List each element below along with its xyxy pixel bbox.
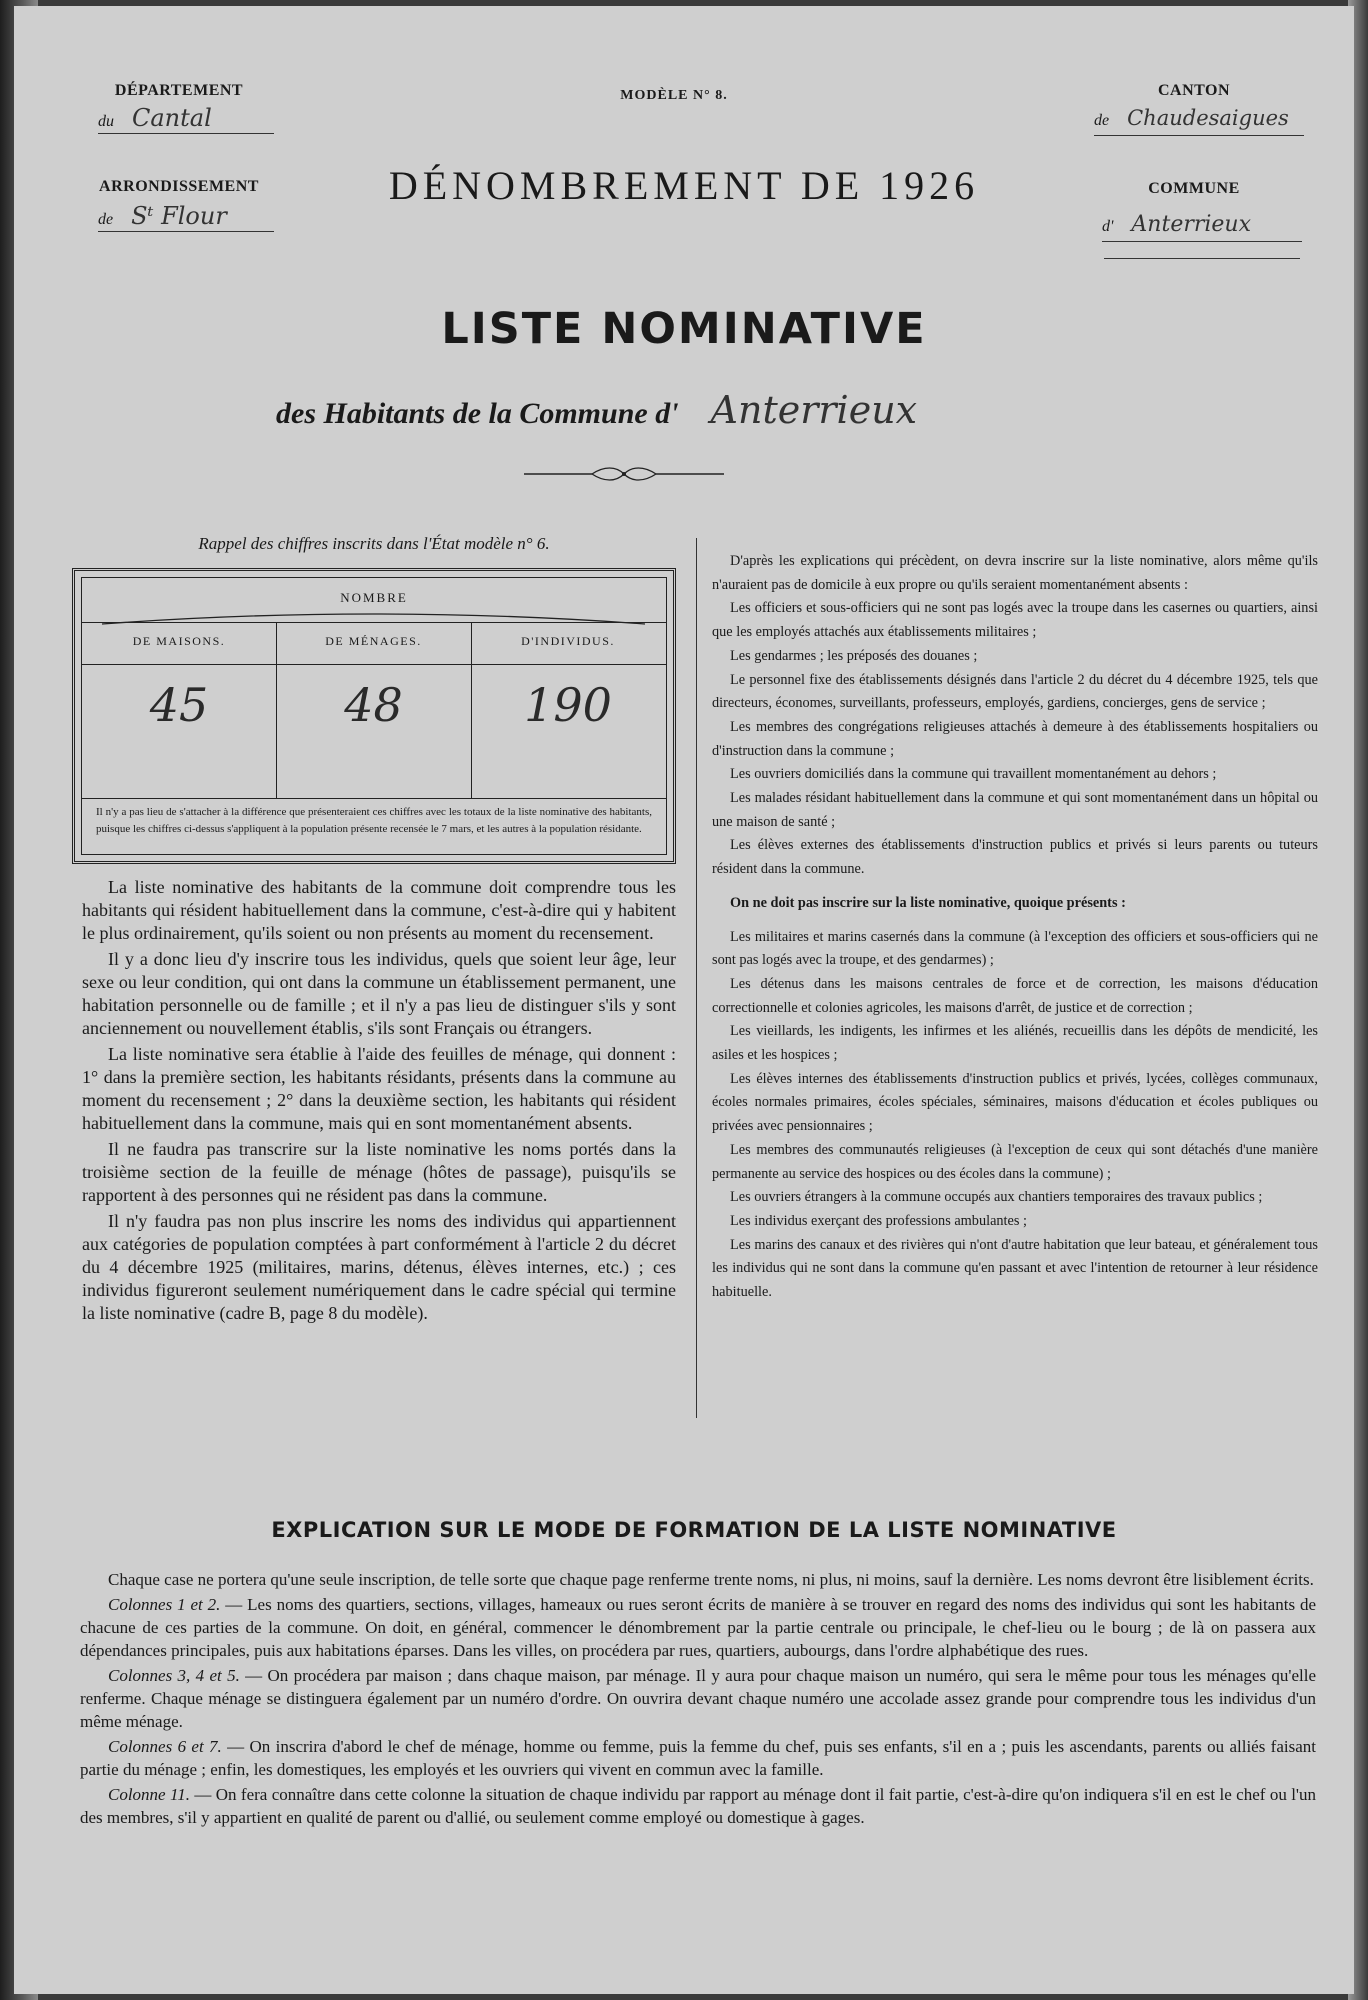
subtitle-line (276, 388, 1136, 438)
value-individus: 190 (524, 678, 612, 732)
right-inscrire-item: Les membres des congrégations religieuses attachés à demeure à des établissements hospitaliers ou d'instruction dans la commune ; (712, 718, 1318, 759)
right-inscrire-item: Les ouvriers domiciliés dans la commune qui travaillent momentanément au dehors ; (730, 766, 1217, 783)
liste-nominative-title: LISTE NOMINATIVE (441, 304, 927, 354)
right-exclure-item: Les vieillards, les indigents, les infirmes et les aliénés, recueillis dans les dépôts de mendicité, les asiles et les hospices ; (712, 1023, 1318, 1064)
right-exclure-item: Les militaires et marins casernés dans la commune (à l'exception des officiers et sous-officiers qui ne sont pas logés avec la troupe, et des gendarmes) ; (712, 928, 1318, 969)
col-head-maisons: DE MAISONS. (132, 634, 226, 648)
right-inscrire-item: Les officiers et sous-officiers qui ne sont pas logés avec la troupe dans les casernes ou quartiers, ainsi que les employés attachés aux établissements militaires ; (712, 600, 1318, 641)
column-divider (696, 538, 697, 1418)
right-exclure-item: Les marins des canaux et des rivières qui n'ont d'autre habitation que leur bateau, et généralement tous les individus qui ne sont dans la commune qu'en passant et avec l'intention de retourner à leur résidence habituelle. (712, 1236, 1318, 1301)
subtitle-text: des Habitants de la Commune d' (276, 397, 679, 430)
left-paragraph: La liste nominative des habitants de la commune doit comprendre tous les habitants qui résident habituellement dans la commune, c'est-à-dire qui y habitent le plus ordinairement, qu'ils soient ou non présents au moment du recensement. (82, 877, 676, 943)
commune-prefix: d' (1102, 218, 1114, 235)
col-head-individus: D'INDIVIDUS. (521, 634, 615, 648)
nombre-note: Il n'y a pas lieu de s'attacher à la différence que présenteraient ces chiffres avec les totaux de la liste nominative des habitants, puisque les chiffres ci-dessus s'appliquent à la population présente recensée le 7 mars, et les autres à la population résidante. (96, 806, 652, 835)
right-exclure-item: Les élèves internes des établissements d'instruction publics et privés, lycées, collèges communaux, écoles normales primaires, écoles spéciales, séminaires, maisons d'éducation et écoles publiques ou privées avec pensionnaires ; (712, 1070, 1318, 1135)
explication-item-text: — Les noms des quartiers, sections, villages, hameaux ou rues seront écrits de manière à se trouver en regard des noms des individus qui sont les habitants de chacune de ces parties de la commune. On doit, en général, commencer le dénombrement par la partie centrale ou principale, le chef-lieu ou le bourg ; de là on passera aux dépendances principales, puis aux habitations éparses. Dans les villes, on procédera par rues, quartiers, aubourgs, dans l'ordre alphabétique des rues. (80, 1595, 1316, 1660)
nombre-box-inner (81, 577, 667, 855)
canton-value: Chaudesaigues (1127, 106, 1289, 130)
explication-item-label: Colonne 11. (108, 1785, 190, 1804)
departement-underline (98, 133, 274, 134)
right-inscrire-item: Les élèves externes des établissements d'instruction publics et privés si leurs parents ou tuteurs résident dans la commune. (712, 837, 1318, 878)
arrondissement-prefix: de (98, 211, 114, 228)
commune-value: Anterrieux (1131, 212, 1252, 237)
nombre-heading-curve (82, 606, 665, 626)
arrondissement-field (98, 202, 264, 234)
departement-label: DÉPARTEMENT (114, 82, 244, 99)
nombre-rule-mid (82, 664, 666, 665)
explication-item (80, 1593, 1316, 1662)
right-inscrire-item: Les gendarmes ; les préposés des douanes ; (730, 647, 978, 664)
arrondissement-label: ARRONDISSEMENT (99, 178, 259, 195)
value-maisons: 45 (149, 678, 209, 732)
nombre-rule-top (82, 622, 666, 623)
commune-underline (1102, 241, 1302, 242)
commune-rule (1104, 258, 1300, 259)
subtitle-commune-value: Anterrieux (710, 388, 918, 432)
explication-item-label: Colonnes 1 et 2. (108, 1595, 221, 1614)
rappel-caption: Rappel des chiffres inscrits dans l'État modèle n° 6. (198, 534, 550, 553)
right-ne-doit-heading: On ne doit pas inscrire sur la liste nominative, quoique présents : (730, 894, 1126, 911)
left-paragraph: Il ne faudra pas transcrire sur la liste nominative les noms portés dans la troisième section de la feuille de ménage (hôtes de passage), puisqu'ils se rapportent à des personnes qui ne résident pas dans la commune. (82, 1139, 676, 1205)
nombre-heading: NOMBRE (340, 590, 408, 605)
census-page (14, 6, 1354, 1994)
explication-item (80, 1735, 1316, 1781)
departement-value: Cantal (132, 104, 212, 132)
right-exclure-item: Les individus exerçant des professions ambulantes ; (730, 1212, 1027, 1229)
right-instructions (712, 550, 1318, 1305)
commune-field (1102, 212, 1302, 244)
explication-title: EXPLICATION SUR LE MODE DE FORMATION DE LA LISTE NOMINATIVE (271, 1518, 1117, 1542)
departement-prefix: du (98, 113, 114, 130)
page-title: DÉNOMBREMENT DE 1926 (388, 163, 980, 208)
left-paragraph: Il y a donc lieu d'y inscrire tous les individus, quels que soient leur âge, leur sexe ou leur condition, qui ont dans la commune un établissement permanent, une habitation personnelle ou de famille ; et il n'y a pas lieu de distinguer s'ils y sont anciennement ou nouvellement établis, s'ils sont Français ou étrangers. (82, 949, 676, 1038)
explication-item-label: Colonnes 3, 4 et 5. (108, 1666, 240, 1685)
modele-number: MODÈLE N° 8. (620, 88, 728, 103)
nombre-rule-bottom (82, 798, 666, 799)
right-exclure-item: Les membres des communautés religieuses (à l'exception de ceux qui sont détachés d'une manière permanente au service des hospices ou des écoles dans la commune) ; (712, 1141, 1318, 1182)
right-exclure-item: Les ouvriers étrangers à la commune occupés aux chantiers temporaires des travaux publics ; (730, 1189, 1263, 1206)
col-head-menages: DE MÉNAGES. (325, 634, 422, 648)
left-paragraph: Il n'y faudra pas non plus inscrire les noms des individus qui appartiennent aux catégories de population comptées à part conformément à l'article 2 du décret du 4 décembre 1925 (militaires, marins, détenus, élèves internes, etc.) ; ces individus figureront seulement numériquement dans le cadre spécial qui termine la liste nominative (cadre B, page 8 du modèle). (82, 1211, 676, 1323)
explication-body (80, 1568, 1316, 1831)
explication-item-label: Colonnes 6 et 7. (108, 1737, 222, 1756)
right-intro: D'après les explications qui précèdent, on devra inscrire sur la liste nominative, alors même qu'ils n'auraient pas de domicile à eux propre ou qu'ils seraient momentanément absents : (712, 553, 1318, 593)
explication-intro: Chaque case ne portera qu'une seule inscription, de telle sorte que chaque page renferme trente noms, ni plus, ni moins, sauf la dernière. Les noms devront être lisiblement écrits. (108, 1570, 1314, 1589)
explication-item (80, 1664, 1316, 1733)
canton-label: CANTON (1157, 82, 1231, 99)
right-exclure-item: Les détenus dans les maisons centrales de force et de correction, les maisons d'éducation correctionnelle et colonies agricoles, les maisons d'arrêt, de justice et de correction ; (712, 975, 1318, 1016)
canton-field (1094, 106, 1304, 138)
nombre-box (72, 568, 676, 864)
arrondissement-underline (98, 231, 274, 232)
ornament-divider (524, 462, 724, 486)
right-inscrire-item: Le personnel fixe des établissements désignés dans l'article 2 du décret du 4 décembre 1925, tels que directeurs, économes, surveillants, professeurs, employés, gardiens, concierges, gens de service ; (712, 671, 1318, 712)
left-instructions (82, 876, 676, 1328)
explication-item-text: — On procédera par maison ; dans chaque maison, par ménage. Il y aura pour chaque maison un numéro, qui sera le même pour tous les ménages qu'elle renferme. Chaque ménage se distinguera également par un numéro d'ordre. On ouvrira devant chaque numéro une accolade assez grande pour comprendre tous les individus d'un même ménage. (80, 1666, 1316, 1731)
explication-item (80, 1783, 1316, 1829)
canton-prefix: de (1094, 112, 1110, 129)
canton-underline (1094, 135, 1304, 136)
explication-item-text: — On fera connaître dans cette colonne la situation de chaque individu par rapport au ménage dont il fait partie, c'est-à-dire qu'on indiquera s'il en est le chef ou l'un des membres, s'il y appartient en qualité de parent ou d'allié, ou seulement comme employé ou domestique à gages. (80, 1785, 1316, 1827)
right-inscrire-item: Les malades résidant habituellement dans la commune et qui sont momentanément dans un hôpital ou une maison de santé ; (712, 790, 1318, 830)
value-menages: 48 (344, 678, 403, 732)
arrondissement-value: Sᵗ Flour (131, 202, 227, 230)
departement-field (98, 104, 264, 136)
explication-item-text: — On inscrira d'abord le chef de ménage, homme ou femme, puis la femme du chef, puis ses enfants, s'il en a ; puis les ascendants, parents ou alliés faisant partie du ménage ; enfin, les domestiques, les employés et les ouvriers qui vivent en commun avec la famille. (80, 1737, 1316, 1779)
left-paragraph: La liste nominative sera établie à l'aide des feuilles de ménage, qui donnent : 1° dans la première section, les habitants résidants, présents dans la commune au moment du recensement ; 2° dans la deuxième section, les habitants qui résident habituellement dans la commune, mais qui en sont momentanément absents. (82, 1044, 676, 1133)
commune-label: COMMUNE (1148, 180, 1240, 197)
